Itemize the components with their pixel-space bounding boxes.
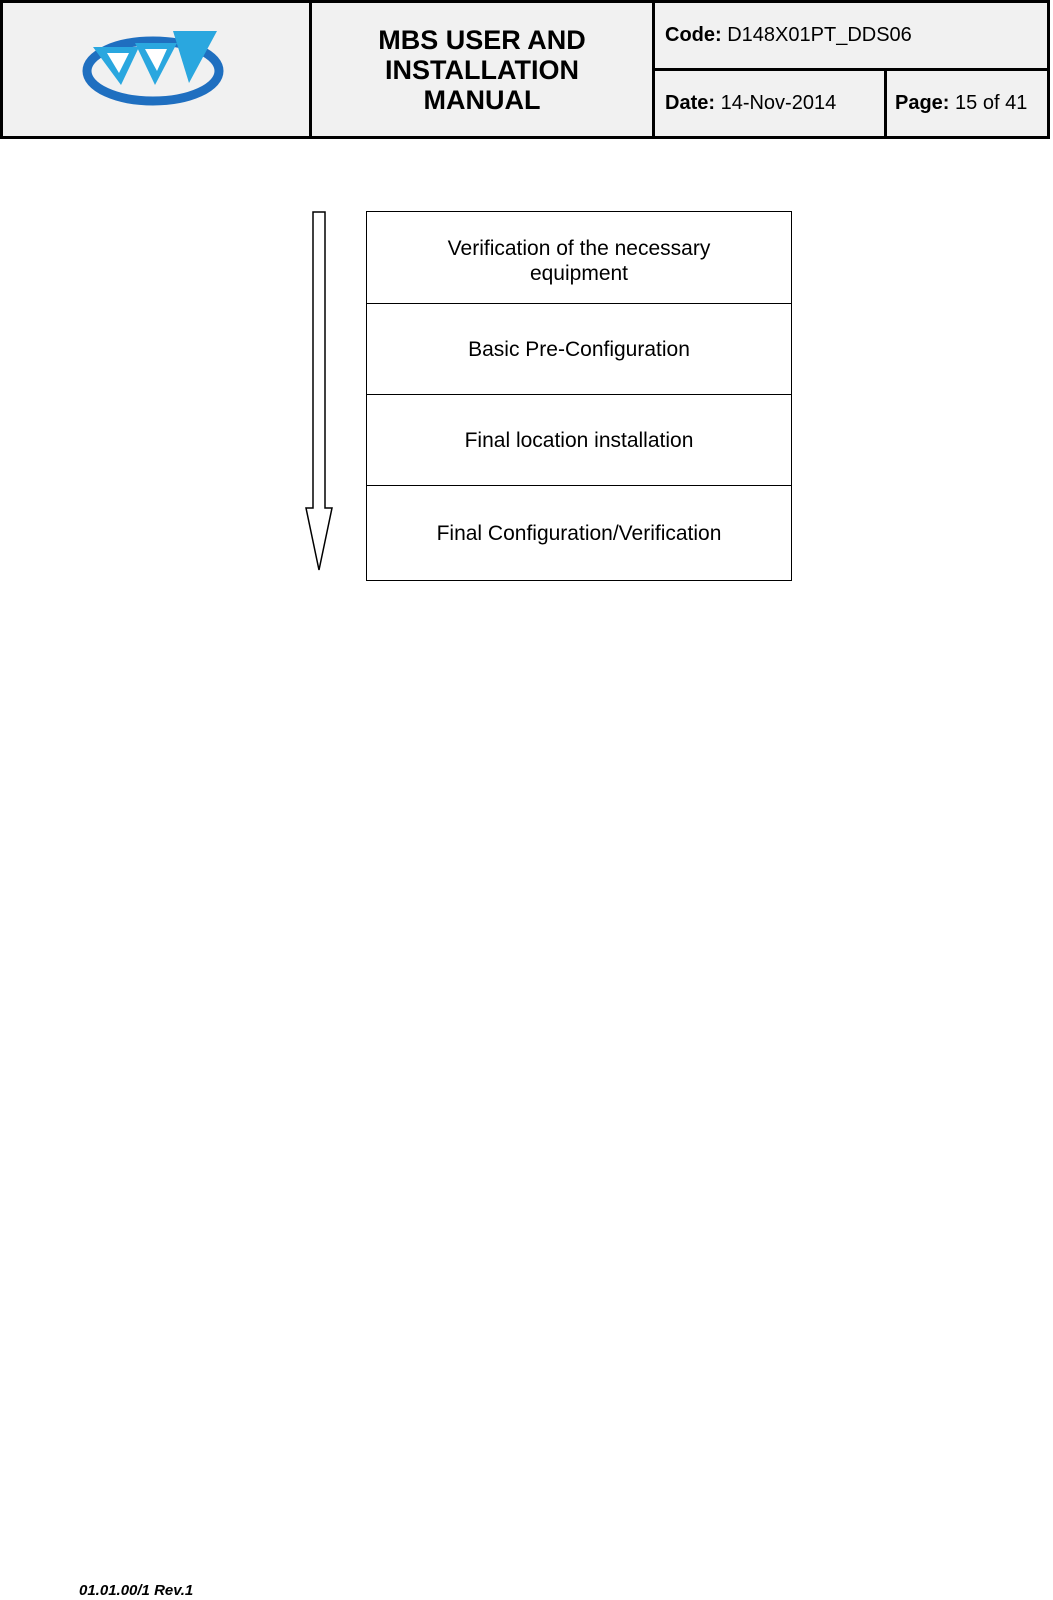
date-cell (655, 71, 887, 136)
process-steps (366, 211, 792, 581)
page-value: 15 of 41 (955, 92, 1028, 114)
code-value: D148X01PT_DDS06 (727, 24, 912, 46)
page-cell (887, 71, 1047, 136)
company-logo-icon (81, 25, 231, 115)
document-reference: 01.01.00/1 Rev.1 (79, 1582, 194, 1599)
document-title: MBS USER AND INSTALLATION MANUAL (378, 24, 586, 115)
code-cell (655, 3, 1047, 71)
code-label: Code: (665, 24, 722, 46)
down-arrow-icon (300, 208, 334, 574)
date-label: Date: (665, 92, 716, 114)
step-pre-configuration: Basic Pre-Configuration (367, 304, 791, 395)
title-cell (312, 3, 655, 136)
step-final-configuration: Final Configuration/Verification (436, 521, 722, 545)
step-final-location: Final location installation (367, 395, 791, 486)
logo-cell (3, 3, 312, 136)
date-value: 14-Nov-2014 (720, 92, 837, 114)
page-label: Page: (895, 92, 950, 114)
step-verification: Verification of the necessary equipment (367, 212, 791, 304)
document-header (0, 0, 1050, 139)
